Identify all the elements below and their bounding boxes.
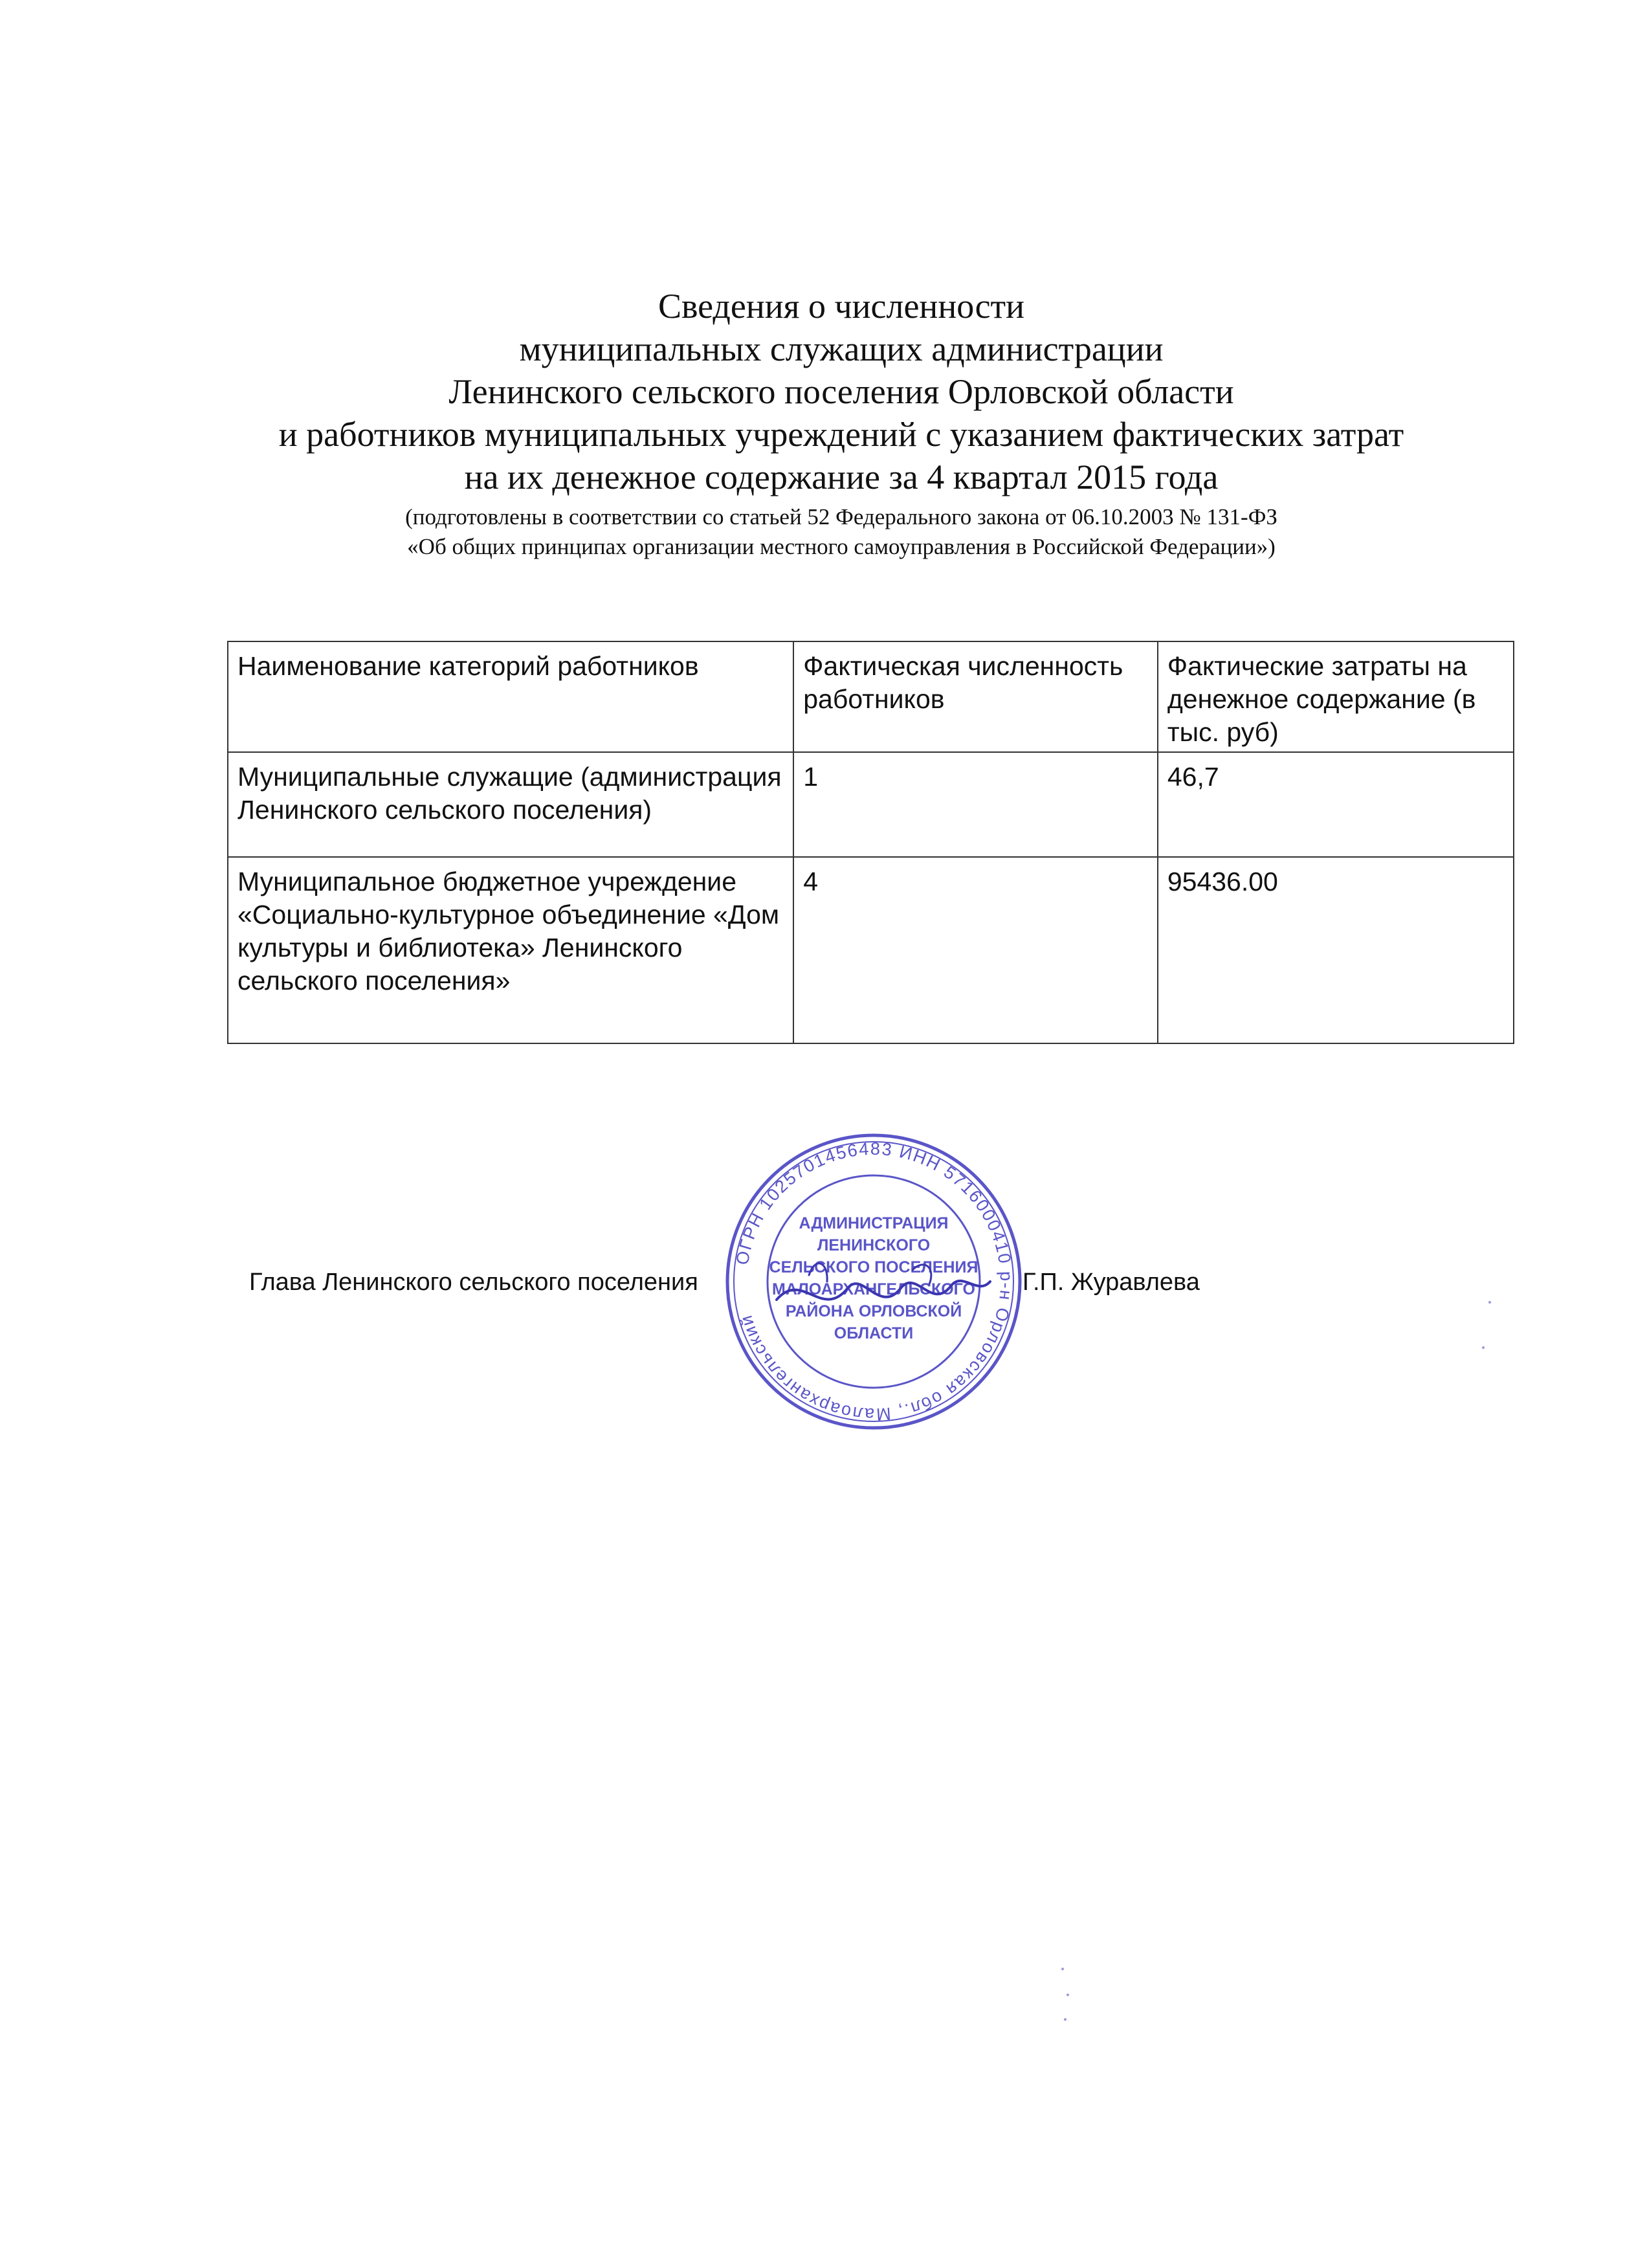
- header-cost: Фактические затраты на денежное содержание (в тыс. руб): [1158, 641, 1514, 752]
- svg-text:МАЛОАРХАНГЕЛЬСКОГО: МАЛОАРХАНГЕЛЬСКОГО: [772, 1280, 975, 1298]
- header-count: Фактическая численность работников: [793, 641, 1158, 752]
- cost-cell: 95436.00: [1158, 857, 1514, 1043]
- cost-cell: 46,7: [1158, 752, 1514, 857]
- svg-text:АДМИНИСТРАЦИЯ: АДМИНИСТРАЦИЯ: [799, 1214, 949, 1232]
- svg-text:ЛЕНИНСКОГО: ЛЕНИНСКОГО: [817, 1236, 931, 1254]
- legal-note-line: «Об общих принципах организации местного самоуправления в Российской Федерации»): [407, 534, 1276, 559]
- table-row: [228, 857, 1514, 1043]
- seal-ring-text: ОГРН 1025701456483 ИНН 5716000410 р-н Орловская обл., Малоархангельский: [732, 1139, 1017, 1425]
- scan-speck: [1064, 2018, 1067, 2021]
- category-cell: Муниципальное бюджетное учреждение «Социально-культурное объединение «Дом культуры и библиотека» Ленинского сельского поселения»: [228, 857, 793, 1043]
- svg-text:РАЙОНА ОРЛОВСКОЙ: РАЙОНА ОРЛОВСКОЙ: [785, 1302, 962, 1320]
- legal-note-line: (подготовлены в соответствии со статьей 52 Федерального закона от 06.10.2003 № 131-ФЗ: [405, 504, 1277, 529]
- table-header-row: [228, 641, 1514, 752]
- signatory-position: Глава Ленинского сельского поселения: [249, 1269, 698, 1296]
- svg-text:ОБЛАСТИ: ОБЛАСТИ: [834, 1324, 914, 1342]
- count-cell: 1: [793, 752, 1158, 857]
- official-seal: [718, 1126, 1029, 1437]
- header-category: Наименование категорий работников: [228, 641, 793, 752]
- document-heading: [162, 285, 1521, 562]
- svg-text:СЕЛЬСКОГО ПОСЕЛЕНИЯ: СЕЛЬСКОГО ПОСЕЛЕНИЯ: [769, 1258, 978, 1276]
- title-line: Ленинского сельского поселения Орловской области: [448, 372, 1234, 411]
- staff-cost-table: [227, 641, 1514, 1044]
- scan-speck: [1067, 1994, 1069, 1996]
- title-line: и работников муниципальных учреждений с указанием фактических затрат: [278, 415, 1404, 454]
- title-line: на их денежное содержание за 4 квартал 2015 года: [464, 458, 1219, 496]
- table-row: [228, 752, 1514, 857]
- scan-speck: [1482, 1346, 1485, 1349]
- seal-graphic: [718, 1126, 1029, 1437]
- seal-center-text: [769, 1214, 978, 1342]
- category-cell: Муниципальные служащие (администрация Ленинского сельского поселения): [228, 752, 793, 857]
- signatory-name: Г.П. Журавлева: [1022, 1269, 1200, 1296]
- title-line: Сведения о численности: [658, 287, 1025, 326]
- title-line: муниципальных служащих администрации: [519, 329, 1164, 368]
- count-cell: 4: [793, 857, 1158, 1043]
- scan-speck: [1488, 1301, 1491, 1304]
- scan-speck: [1061, 1968, 1064, 1970]
